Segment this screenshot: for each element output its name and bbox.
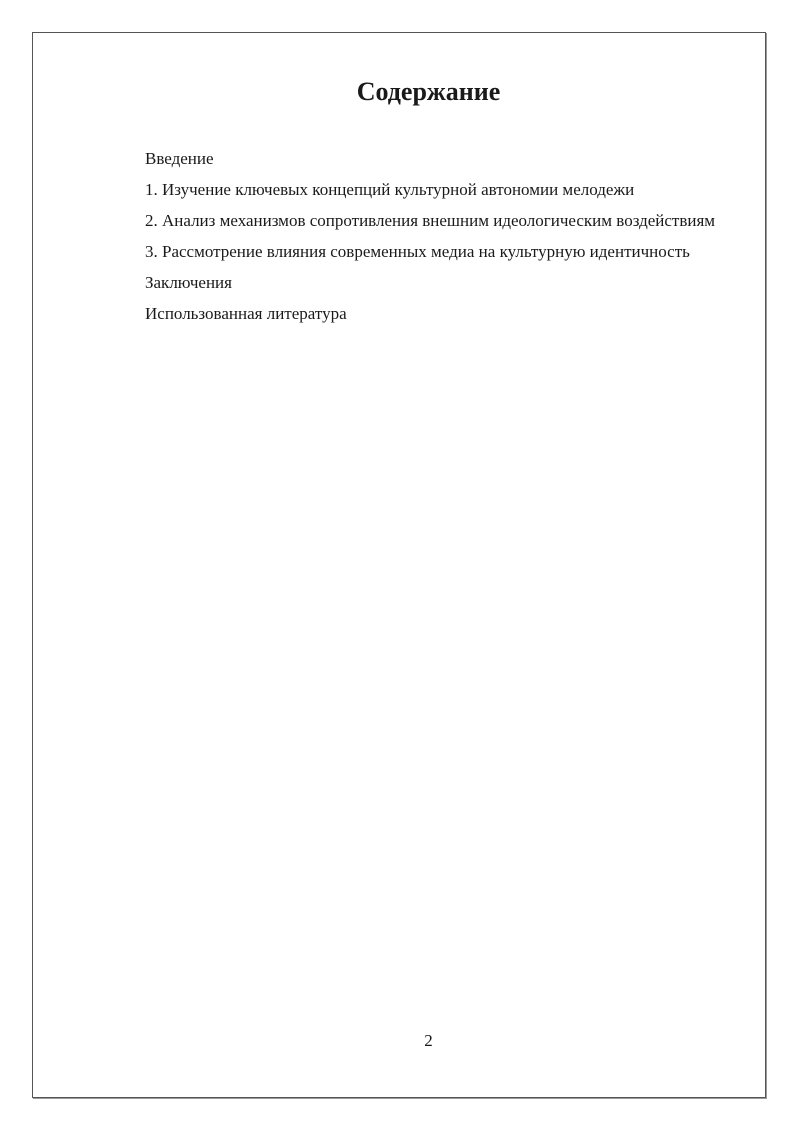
toc-item-conclusion: Заключения bbox=[145, 273, 232, 292]
toc-item-references: Использованная литература bbox=[145, 304, 347, 323]
toc-item-chapter-3: 3. Рассмотрение влияния современных медиа на культурную идентичность bbox=[145, 242, 690, 261]
table-of-contents bbox=[114, 143, 743, 329]
toc-title: Содержание bbox=[356, 77, 501, 106]
toc-item-chapter-2: 2. Анализ механизмов сопротивления внешним идеологическим воздействиям bbox=[145, 211, 716, 230]
toc-item-chapter-1: 1. Изучение ключевых концепций культурной автономии мелодежи bbox=[145, 180, 635, 199]
toc-item-introduction: Введение bbox=[145, 149, 214, 168]
page-number: 2 bbox=[424, 1031, 433, 1050]
